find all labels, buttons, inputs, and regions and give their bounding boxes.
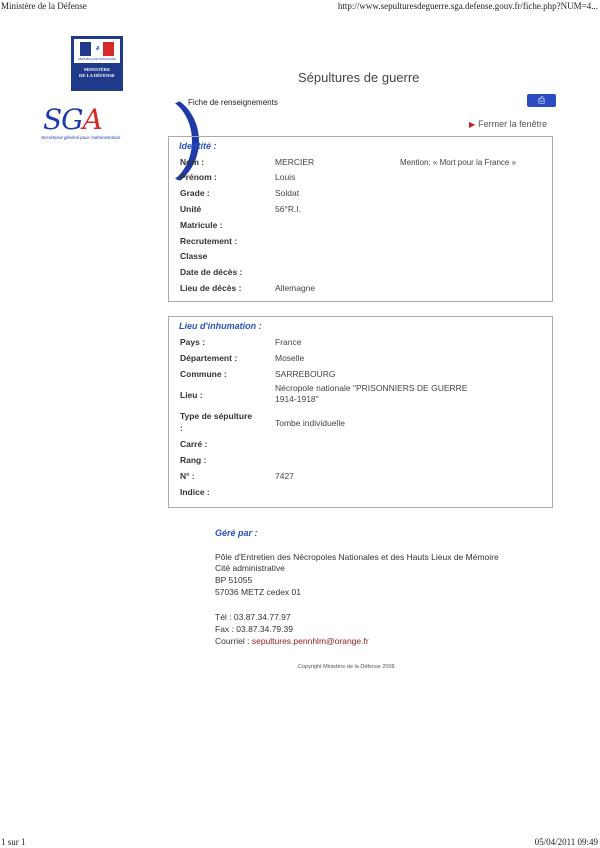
- manager-address-1: Cité administrative: [215, 563, 285, 573]
- print-icon: ⎙: [537, 95, 546, 105]
- burial-label-numero: N° :: [180, 471, 195, 481]
- sga-logo-accent: A: [82, 103, 102, 136]
- identity-label-lieu-deces: Lieu de décès :: [180, 283, 242, 293]
- page-title: Sépultures de guerre: [298, 70, 420, 85]
- sga-logo-main: SG: [43, 103, 83, 136]
- burial-value-lieu: Nécropole nationale "PRISONNIERS DE GUERRE: [275, 383, 468, 393]
- manager-tel: Tél : 03.87.34.77.97: [215, 612, 291, 622]
- manager-address-2: BP 51055: [215, 575, 253, 585]
- identity-label-unite: Unité: [180, 204, 202, 214]
- burial-value-departement: Moselle: [275, 353, 305, 363]
- identity-value-grade: Soldat: [275, 188, 300, 198]
- sga-logo-subtitle: Secrétariat général pour l'administration: [41, 135, 121, 140]
- manager-title: Géré par :: [215, 528, 258, 538]
- burial-label-commune: Commune :: [180, 369, 227, 379]
- mention-text: Mention: « Mort pour la France »: [400, 158, 517, 167]
- flag-caption: RÉPUBLIQUE FRANÇAISE: [78, 57, 116, 61]
- manager-org: Pôle d'Entretien des Nécropoles Nationales et des Hauts Lieux de Mémoire: [215, 552, 499, 562]
- print-footer-page: 1 sur 1: [1, 837, 26, 847]
- burial-label-rang: Rang :: [180, 455, 207, 465]
- burial-legend: Lieu d'inhumation :: [179, 321, 262, 331]
- burial-label-pays: Pays :: [180, 337, 206, 347]
- identity-value-nom: MERCIER: [275, 157, 315, 167]
- identity-label-prenom: Prénom :: [180, 172, 217, 182]
- burial-value-commune: SARREBOURG: [275, 369, 336, 379]
- ministry-logo-line2: DE LA DÉFENSE: [79, 73, 115, 78]
- print-header-left: Ministère de la Défense: [1, 1, 87, 11]
- burial-label-type-colon: :: [180, 423, 183, 433]
- flag-icon: ⚘ RÉPUBLIQUE FRANÇAISE: [74, 39, 120, 63]
- burial-value-type: Tombe individuelle: [275, 418, 345, 428]
- ministry-logo: [71, 36, 123, 91]
- identity-label-grade: Grade :: [180, 188, 210, 198]
- manager-email-label: Courriel :: [215, 636, 252, 646]
- burial-label-departement: Département :: [180, 353, 238, 363]
- manager-fax: Fax : 03.87.34.79.39: [215, 624, 293, 634]
- manager-email-row: [215, 636, 369, 647]
- page-subtitle: Fiche de renseignements: [188, 98, 278, 107]
- burial-value-lieu-line2: 1914-1918": [275, 394, 319, 404]
- burial-label-carre: Carré :: [180, 439, 208, 449]
- burial-label-indice: Indice :: [180, 487, 210, 497]
- identity-panel: [168, 136, 553, 302]
- print-header-url: http://www.sepulturesdeguerre.sga.defense.gouv.fr/fiche.php?NUM=4...: [337, 1, 598, 11]
- burial-value-pays: France: [275, 337, 302, 347]
- identity-label-nom: Nom :: [180, 157, 205, 167]
- ministry-logo-line1: MINISTÈRE: [83, 67, 111, 72]
- burial-label-type: Type de sépulture: [180, 411, 253, 421]
- manager-email-link[interactable]: sepultures.pennhlm@orange.fr: [251, 636, 369, 646]
- burial-label-lieu: Lieu :: [180, 390, 203, 400]
- copyright: Copyright Ministère de la Défense 2008: [298, 664, 395, 670]
- close-window-link[interactable]: [469, 119, 547, 129]
- print-button[interactable]: [527, 94, 556, 107]
- burial-value-numero: 7427: [275, 471, 294, 481]
- triangle-right-icon: ▶: [469, 120, 476, 129]
- close-window-label: Fermer la fenêtre: [478, 119, 548, 129]
- identity-legend: Identité :: [179, 141, 217, 151]
- identity-label-recrutement: Recrutement :: [180, 236, 238, 246]
- identity-value-prenom: Louis: [275, 172, 296, 182]
- manager-address-3: 57036 METZ cedex 01: [215, 587, 301, 597]
- print-footer-date: 05/04/2011 09:49: [534, 837, 598, 847]
- sga-logo: [37, 93, 162, 155]
- identity-label-matricule: Matricule :: [180, 220, 223, 230]
- identity-label-classe: Classe: [180, 251, 208, 261]
- burial-panel: [168, 316, 553, 508]
- identity-value-lieu-deces: Allemagne: [275, 283, 316, 293]
- identity-label-date-deces: Date de décès :: [180, 267, 243, 277]
- identity-value-unite: 56°R.I.: [275, 204, 302, 214]
